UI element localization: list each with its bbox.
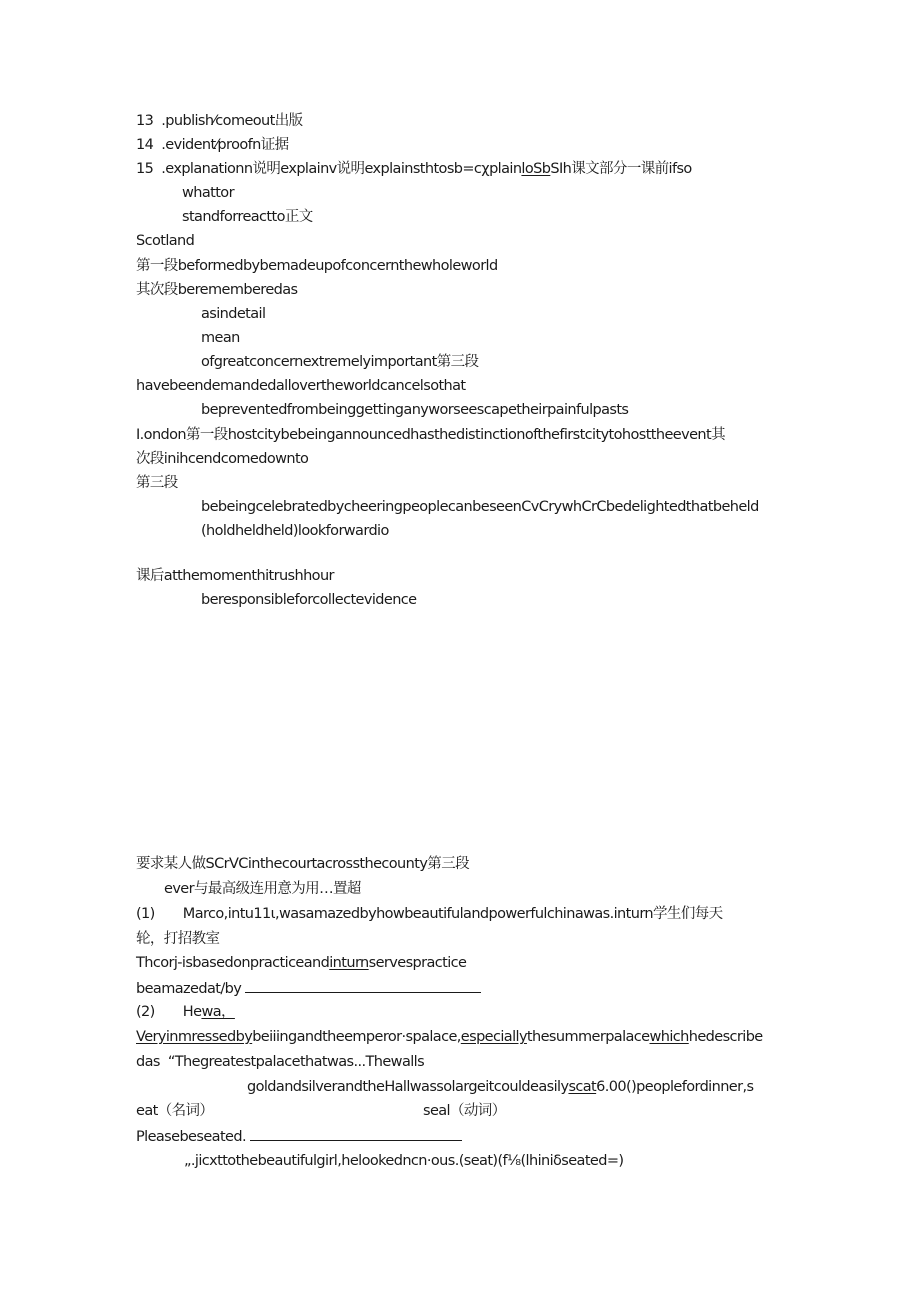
impressed-underlined-1: Veryinmressedby bbox=[136, 1029, 253, 1045]
girl-line: „.jicxttothebeautifulgirl,helookedncn·ous.(seat)(f⅛(lhiniδseated=) bbox=[184, 1153, 624, 1169]
scotland-para-3: havebeendemandedallovertheworldcancelsothat bbox=[136, 378, 466, 394]
impressed-text-3: hedescribe bbox=[688, 1029, 763, 1045]
vocab-15-underlined: loSb bbox=[521, 161, 551, 177]
theory-sentence bbox=[136, 953, 466, 973]
amazed-line bbox=[136, 978, 481, 999]
impressed-underlined-2: especially bbox=[460, 1029, 527, 1045]
impressed-text-1: beiiingandtheemperor·spalace, bbox=[252, 1029, 461, 1045]
london-para-3: 第三段 bbox=[136, 475, 178, 491]
vocab-15-tail: SIh课文部分一课前ifso bbox=[550, 161, 692, 177]
impressed-underlined-3: which bbox=[649, 1029, 689, 1045]
vocab-item-13: 13 .publish⁄comeout出版 bbox=[136, 113, 303, 129]
seated-text: Pleasebeseated. bbox=[136, 1129, 246, 1145]
scotland-indent-4: bepreventedfrombeinggettinganyworseescapetheirpainfulpasts bbox=[201, 402, 629, 418]
vocab-15-cont-1: whattor bbox=[182, 185, 234, 201]
example-1: (1) Marco,intu11ι,wasamazedbyhowbeautifulandpowerfulchinawas.inturn学生们每天 bbox=[136, 906, 723, 922]
scotland-indent-1: asindetail bbox=[201, 306, 266, 322]
lower-line-2: ever与最高级连用意为用…置超 bbox=[164, 881, 361, 897]
example-2-text: (2) He bbox=[136, 1004, 202, 1020]
seat-verb: seal（动词） bbox=[423, 1103, 506, 1119]
theory-tail: servespractice bbox=[368, 955, 467, 971]
scotland-indent-3: ofgreatconcernextremelyimportant第三段 bbox=[201, 354, 479, 370]
amazed-text: beamazedat/by bbox=[136, 981, 242, 997]
london-para-2: 次段inihcendcomedownto bbox=[136, 451, 309, 467]
vocab-item-14: 14 .evident⁄proofn证据 bbox=[136, 137, 289, 153]
theory-underlined: inturn bbox=[329, 955, 369, 971]
london-para-1: I.ondon第一段hostcitybebeingannouncedhasthedistinctionofthefirstcitytohosttheevent其 bbox=[136, 427, 726, 443]
example-1-cont: 轮，打招教室 bbox=[136, 931, 220, 947]
walls-underlined: scat bbox=[568, 1079, 597, 1095]
seated-line bbox=[136, 1126, 462, 1147]
vocab-15-text: 15 .explanationn说明explainv说明explainsthtosb=cχplain bbox=[136, 161, 522, 177]
lower-line-1: 要求某人做SCrVCinthecourtacrossthecounty第三段 bbox=[136, 856, 469, 872]
after-class-para: 课后atthemomenthitrushhour bbox=[136, 568, 334, 584]
theory-text: Thcorj-isbasedonpracticeand bbox=[136, 955, 330, 971]
after-class-indent: beresponsibleforcollectevidence bbox=[201, 592, 417, 608]
london-indent-1: bebeingcelebratedbycheeringpeoplecanbeseenCvCrywhCrCbedelightedthatbeheld bbox=[201, 499, 759, 515]
example-2-underlined: wa， bbox=[201, 1004, 235, 1020]
impressed-line bbox=[136, 1027, 763, 1047]
walls-line bbox=[247, 1077, 753, 1097]
quote-line: das “Thegreatestpalacethatwas...Thewalls bbox=[136, 1054, 425, 1070]
scotland-para-1: 第一段beformedbybemadeupofconcernthewholeworld bbox=[136, 258, 498, 274]
london-indent-2: (holdheldheld)lookforwardio bbox=[201, 523, 389, 539]
impressed-text-2: thesummerpalace bbox=[526, 1029, 650, 1045]
scotland-para-2: 其次段berememberedas bbox=[136, 282, 298, 298]
fill-blank-1 bbox=[245, 978, 481, 993]
vocab-item-15 bbox=[136, 159, 692, 179]
walls-text: goldandsilverandtheHallwassolargeitcouldeasily bbox=[247, 1079, 569, 1095]
example-2 bbox=[136, 1002, 235, 1022]
vocab-15-cont-2: standforreactto正文 bbox=[182, 209, 313, 225]
section-title-scotland: Scotland bbox=[136, 233, 195, 249]
seat-noun: eat（名词） bbox=[136, 1103, 214, 1119]
walls-tail: 6.00()peoplefordinner,s bbox=[596, 1079, 754, 1095]
scotland-indent-2: mean bbox=[201, 330, 240, 346]
fill-blank-2 bbox=[250, 1126, 462, 1141]
